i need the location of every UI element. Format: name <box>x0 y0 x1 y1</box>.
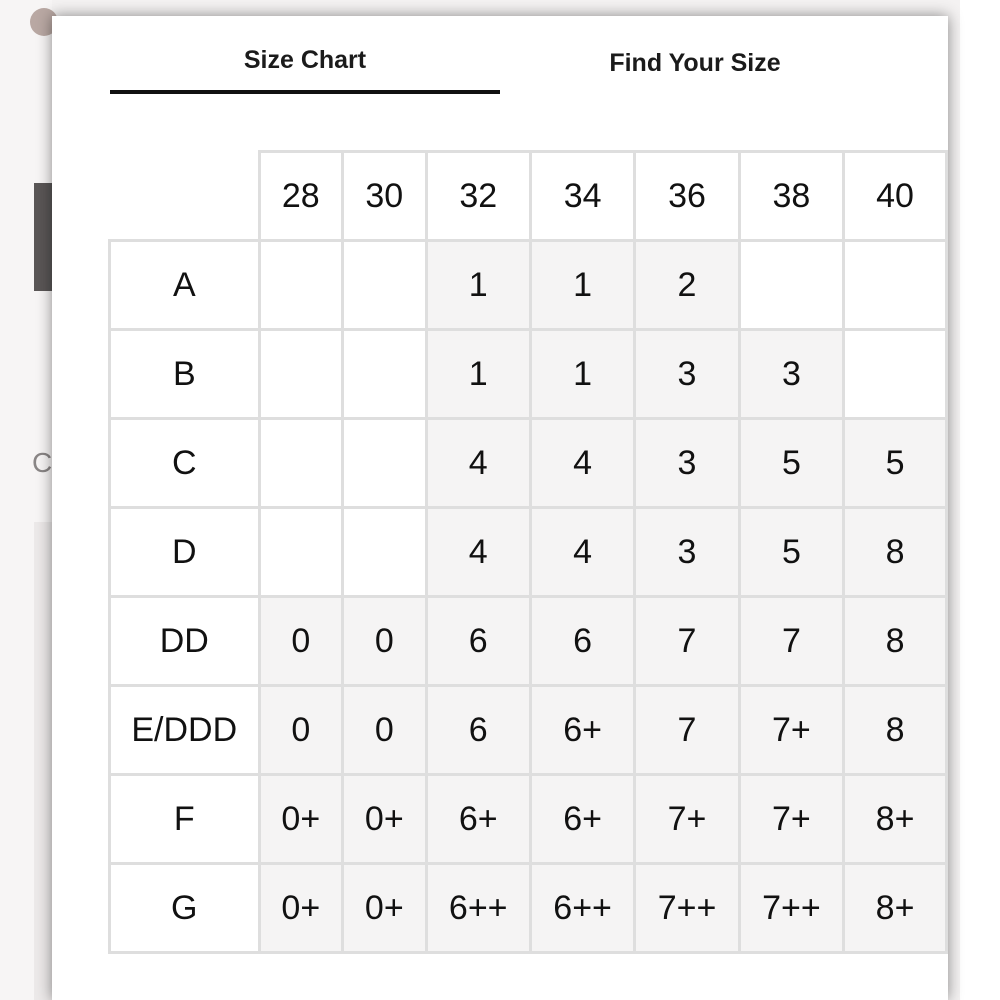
size-cell: 8 <box>844 508 947 597</box>
size-cell: 7 <box>635 597 739 686</box>
table-row <box>110 241 947 330</box>
table-corner <box>110 152 260 241</box>
size-cell: 7++ <box>739 864 843 953</box>
size-cell: 6+ <box>530 775 634 864</box>
band-size-header-row <box>110 152 947 241</box>
cup-size-label: B <box>110 330 260 419</box>
size-cell: 7 <box>635 686 739 775</box>
table-row <box>110 775 947 864</box>
size-cell <box>739 241 843 330</box>
size-cell: 0+ <box>259 775 342 864</box>
size-cell: 0 <box>343 597 426 686</box>
size-cell: 7+ <box>739 775 843 864</box>
size-cell: 8 <box>844 597 947 686</box>
cup-size-label: DD <box>110 597 260 686</box>
size-cell: 8+ <box>844 864 947 953</box>
band-size-header: 28 <box>259 152 342 241</box>
size-cell <box>343 508 426 597</box>
size-cell: 7+ <box>635 775 739 864</box>
size-cell: 7++ <box>635 864 739 953</box>
tab-size-chart[interactable]: Size Chart <box>243 46 367 74</box>
size-cell: 5 <box>844 419 947 508</box>
size-cell: 6 <box>426 597 530 686</box>
size-chart-table <box>108 150 948 954</box>
tab-find-your-size[interactable]: Find Your Size <box>609 49 781 77</box>
size-cell: 5 <box>739 508 843 597</box>
size-cell: 4 <box>426 419 530 508</box>
cup-size-label: C <box>110 419 260 508</box>
size-cell: 6++ <box>426 864 530 953</box>
size-cell: 1 <box>426 330 530 419</box>
size-cell: 0 <box>259 597 342 686</box>
size-cell <box>259 330 342 419</box>
size-cell: 3 <box>635 508 739 597</box>
size-cell: 6++ <box>530 864 634 953</box>
table-row <box>110 419 947 508</box>
active-tab-indicator <box>110 90 500 94</box>
size-chart-table-container <box>108 150 948 954</box>
cup-size-label: G <box>110 864 260 953</box>
size-cell: 0 <box>259 686 342 775</box>
band-size-header: 34 <box>530 152 634 241</box>
size-cell: 3 <box>739 330 843 419</box>
table-row <box>110 330 947 419</box>
size-cell: 8+ <box>844 775 947 864</box>
size-cell: 8 <box>844 686 947 775</box>
size-cell <box>259 508 342 597</box>
table-row <box>110 597 947 686</box>
size-cell: 7 <box>739 597 843 686</box>
band-size-header: 36 <box>635 152 739 241</box>
size-cell: 5 <box>739 419 843 508</box>
band-size-header: 32 <box>426 152 530 241</box>
size-guide-sheet <box>52 16 948 1000</box>
size-cell: 6 <box>426 686 530 775</box>
size-cell <box>844 241 947 330</box>
table-row <box>110 508 947 597</box>
background-image-edge <box>34 183 52 291</box>
table-row <box>110 686 947 775</box>
size-cell: 0+ <box>259 864 342 953</box>
size-cell: 0+ <box>343 864 426 953</box>
size-cell <box>844 330 947 419</box>
cup-size-label: F <box>110 775 260 864</box>
size-cell: 1 <box>530 330 634 419</box>
size-cell: 6+ <box>530 686 634 775</box>
size-cell <box>259 241 342 330</box>
size-cell: 6 <box>530 597 634 686</box>
size-cell <box>343 241 426 330</box>
band-size-header: 40 <box>844 152 947 241</box>
background-text-fragment: C <box>32 447 53 478</box>
size-cell: 4 <box>426 508 530 597</box>
size-cell: 0 <box>343 686 426 775</box>
band-size-header: 38 <box>739 152 843 241</box>
cup-size-label: A <box>110 241 260 330</box>
size-cell: 1 <box>426 241 530 330</box>
size-cell <box>259 419 342 508</box>
size-cell: 3 <box>635 419 739 508</box>
cup-size-label: D <box>110 508 260 597</box>
band-size-header: 30 <box>343 152 426 241</box>
size-cell: 0+ <box>343 775 426 864</box>
background-panel-edge <box>34 522 52 1000</box>
cup-size-label: E/DDD <box>110 686 260 775</box>
size-cell: 3 <box>635 330 739 419</box>
table-row <box>110 864 947 953</box>
size-cell: 1 <box>530 241 634 330</box>
size-cell: 2 <box>635 241 739 330</box>
background-page-right <box>960 0 1000 1000</box>
size-cell: 4 <box>530 508 634 597</box>
size-cell <box>343 330 426 419</box>
size-cell: 6+ <box>426 775 530 864</box>
size-cell <box>343 419 426 508</box>
size-cell: 7+ <box>739 686 843 775</box>
size-cell: 4 <box>530 419 634 508</box>
